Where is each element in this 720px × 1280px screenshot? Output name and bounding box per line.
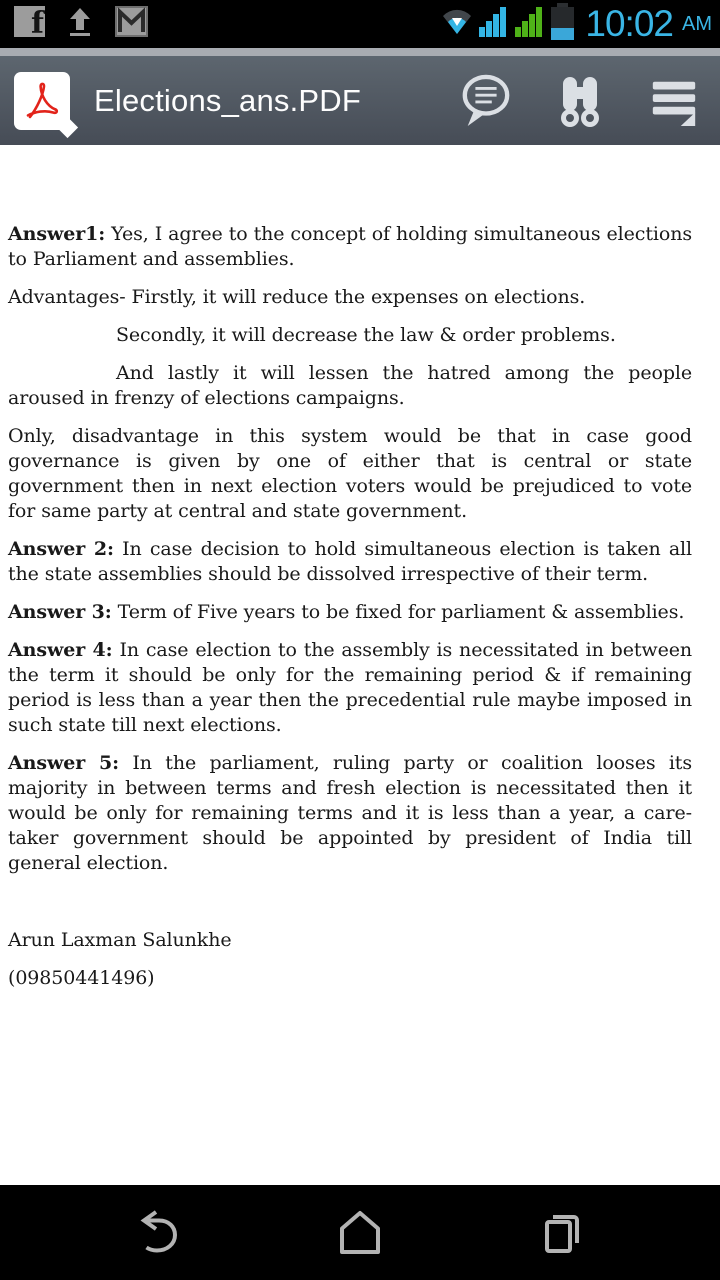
- paragraph-bold: Answer 4:: [8, 639, 113, 661]
- navigation-bar: [0, 1185, 720, 1280]
- search-binoculars-icon[interactable]: [554, 71, 606, 131]
- system-indicators: [442, 0, 712, 48]
- clock-time: 10:02: [585, 3, 673, 44]
- upload-icon: [63, 5, 97, 44]
- home-icon[interactable]: [334, 1207, 386, 1259]
- paragraph-bold: Answer1:: [8, 223, 106, 245]
- toolbar-top-strip: [0, 48, 720, 56]
- paragraph-text: (09850441496): [8, 967, 155, 989]
- paragraph: [8, 285, 692, 310]
- paragraph: [8, 361, 692, 411]
- comments-icon[interactable]: [460, 71, 512, 131]
- overflow-menu-icon[interactable]: [648, 71, 700, 131]
- paragraph-bold: Answer 3:: [8, 601, 112, 623]
- back-icon[interactable]: [132, 1207, 184, 1259]
- acrobat-pdf-icon[interactable]: [14, 72, 70, 130]
- facebook-icon: [14, 6, 45, 42]
- paragraph-text: Advantages- Firstly, it will reduce the expenses on elections.: [8, 286, 586, 308]
- recent-apps-icon[interactable]: [536, 1207, 588, 1259]
- paragraph-text: Arun Laxman Salunkhe: [8, 929, 232, 951]
- signal-sim1-icon: [479, 6, 508, 42]
- paragraph: [8, 537, 692, 587]
- paragraph: [8, 600, 692, 625]
- paragraph: [8, 323, 692, 348]
- paragraph-text: In the parliament, ruling party or coalition looses its majority in between terms and fresh election is necessitated then it would be only for remaining terms and it is less than a year, a care-taker government should be appointed by president of India till general election.: [8, 752, 692, 874]
- paragraph: [8, 966, 692, 991]
- clock-meridiem: AM: [682, 12, 712, 35]
- notification-icons: [14, 5, 148, 44]
- signal-sim2-icon: [515, 6, 544, 42]
- battery-icon: [551, 3, 574, 45]
- document-title: Elections_ans.PDF: [94, 82, 362, 118]
- paragraph-text: In case election to the assembly is necessitated in between the term it should be only for the remaining period & if remaining period is less than a year then the precedential rule maybe imposed in such state till next elections.: [8, 639, 692, 736]
- paragraph-bold: Answer 2:: [8, 538, 114, 560]
- svg-text:f: f: [31, 6, 44, 37]
- paragraph-text: Yes, I agree to the concept of holding simultaneous elections to Parliament and assemblies.: [8, 223, 692, 270]
- wifi-icon: [442, 8, 472, 40]
- paragraph-text: And lastly it will lessen the hatred among the people aroused in frenzy of elections campaigns.: [8, 362, 692, 409]
- toolbar-actions: [460, 71, 700, 131]
- paragraph: [8, 222, 692, 272]
- paragraph-bold: Answer 5:: [8, 752, 120, 774]
- paragraph: [8, 928, 692, 953]
- paragraph-text: Term of Five years to be fixed for parliament & assemblies.: [111, 601, 685, 623]
- paragraph: [8, 751, 692, 876]
- paragraph-text: Secondly, it will decrease the law & order problems.: [116, 324, 616, 346]
- paragraph-text: In case decision to hold simultaneous election is taken all the state assemblies should be dissolved irrespective of their term.: [8, 538, 692, 585]
- document-page: [0, 145, 720, 991]
- paragraph: [8, 424, 692, 524]
- status-bar: [0, 0, 720, 48]
- paragraph-text: Only, disadvantage in this system would be that in case good governance is given by one of either that is central or state government then in next election voters would be prejudiced to vote for same party at central and state government.: [8, 425, 692, 522]
- paragraph: [8, 638, 692, 738]
- app-toolbar: [0, 56, 720, 145]
- pdf-document-view[interactable]: [0, 145, 720, 1185]
- gmail-icon: [115, 6, 148, 42]
